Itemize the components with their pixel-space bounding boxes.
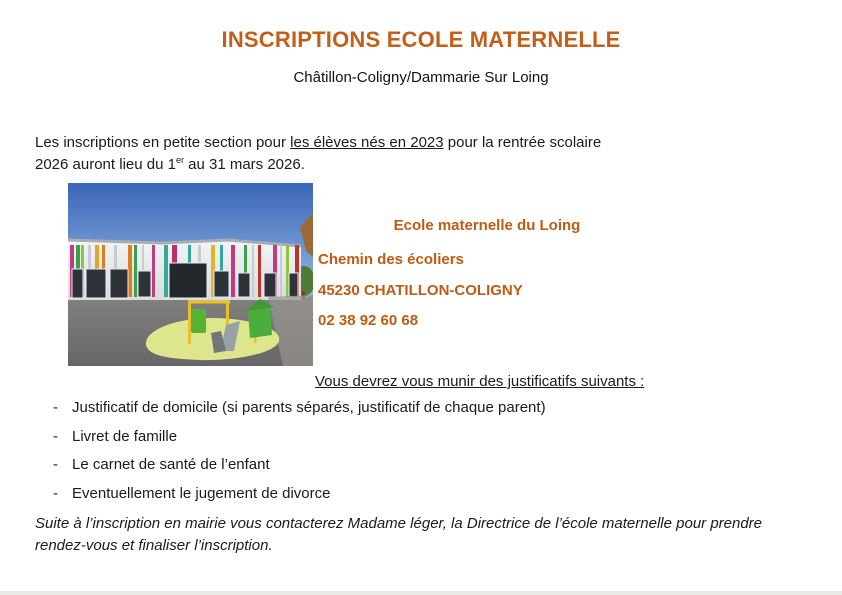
- school-phone: 02 38 92 60 68: [318, 312, 419, 329]
- list-item-text: Justificatif de domicile (si parents séparés, justificatif de chaque parent): [72, 399, 546, 416]
- page-subtitle: Châtillon-Coligny/Dammarie Sur Loing: [293, 69, 549, 86]
- school-name: Ecole maternelle du Loing: [393, 217, 581, 234]
- bullet-dash: -: [53, 484, 58, 502]
- intro-superscript: er: [175, 155, 184, 165]
- bullet-dash: -: [53, 399, 58, 416]
- intro-underlined-text: les élèves nés en 2023: [290, 134, 444, 151]
- list-item: [53, 400, 753, 416]
- requirements-list: [53, 400, 753, 514]
- list-item-text: Eventuellement le jugement de divorce: [72, 484, 331, 502]
- list-item-text: Le carnet de santé de l’enfant: [72, 456, 270, 473]
- intro-text-middle: pour la rentrée scolaire 2026 auront lieu du 1: [35, 134, 602, 173]
- intro-text-before: Les inscriptions en petite section pour: [35, 134, 291, 151]
- intro-paragraph: [35, 132, 635, 176]
- footer-note: Suite à l’inscription en mairie vous contacterez Madame léger, la Directrice de l’école maternelle pour prendre rendez-vous et finaliser l’inscription.: [35, 515, 763, 554]
- list-item: [53, 486, 753, 502]
- school-city: 45230 CHATILLON-COLIGNY: [318, 282, 523, 299]
- page-title: INSCRIPTIONS ECOLE MATERNELLE: [221, 27, 621, 52]
- intro-text-after: au 31 mars 2026.: [183, 156, 305, 173]
- school-street: Chemin des écoliers: [318, 251, 464, 268]
- requirements-heading: Vous devrez vous munir des justificatifs suivants :: [315, 373, 645, 390]
- bullet-dash: -: [53, 427, 58, 445]
- page-bottom-edge: [0, 591, 842, 595]
- list-item-text: Livret de famille: [72, 427, 178, 445]
- list-item: [53, 457, 753, 473]
- school-building-photo: [68, 183, 313, 366]
- bullet-dash: -: [53, 456, 58, 473]
- list-item: [53, 429, 753, 445]
